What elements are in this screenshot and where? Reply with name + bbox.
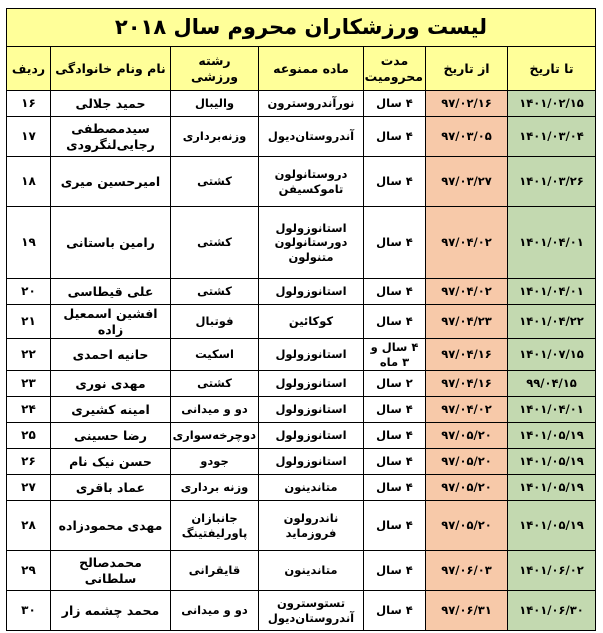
cell-substance[interactable]: استانوزولول — [259, 423, 364, 449]
cell-index[interactable]: ۲۹ — [6, 551, 50, 591]
cell-from-date[interactable]: ۹۷/۰۵/۲۰ — [426, 475, 508, 501]
cell-index[interactable]: ۲۰ — [6, 279, 50, 305]
table-row[interactable] — [6, 397, 595, 423]
column-header-substance[interactable]: ماده ممنوعه — [259, 47, 364, 91]
cell-to-date[interactable]: ۱۴۰۱/۰۴/۲۲ — [508, 305, 596, 339]
cell-from-date[interactable]: ۹۷/۰۴/۰۲ — [426, 279, 508, 305]
table-row[interactable] — [6, 279, 595, 305]
cell-from-date[interactable]: ۹۷/۰۵/۲۰ — [426, 501, 508, 551]
cell-name[interactable]: افشین اسمعیل زاده — [51, 305, 171, 339]
cell-index[interactable]: ۲۲ — [6, 339, 50, 371]
column-header-duration-line1: مدت — [380, 52, 409, 68]
cell-to-date[interactable]: ۱۴۰۱/۰۲/۱۵ — [508, 91, 596, 117]
cell-to-date[interactable]: ۱۴۰۱/۰۳/۲۶ — [508, 157, 596, 207]
cell-name[interactable]: امینه کشیری — [51, 397, 171, 423]
cell-from-date[interactable]: ۹۷/۰۳/۰۵ — [426, 117, 508, 157]
cell-name[interactable]: محمد چشمه زار — [51, 591, 171, 631]
column-header-index[interactable]: ردیف — [6, 47, 50, 91]
cell-from-date[interactable]: ۹۷/۰۴/۰۲ — [426, 207, 508, 279]
cell-duration[interactable]: ۴ سال و ۳ ماه — [364, 339, 426, 371]
cell-from-date[interactable]: ۹۷/۰۴/۲۳ — [426, 305, 508, 339]
table-row[interactable] — [6, 423, 595, 449]
cell-duration[interactable]: ۴ سال — [364, 305, 426, 339]
cell-sport[interactable]: دو و میدانی — [171, 397, 259, 423]
cell-from-date[interactable]: ۹۷/۰۶/۳۱ — [426, 591, 508, 631]
cell-substance-line1: تستوسترون — [276, 596, 346, 611]
cell-name[interactable]: حانیه احمدی — [51, 339, 171, 371]
cell-substance[interactable]: متاندینون — [259, 475, 364, 501]
cell-duration[interactable]: ۴ سال — [364, 551, 426, 591]
cell-to-date[interactable]: ۱۴۰۱/۰۳/۰۴ — [508, 117, 596, 157]
cell-name[interactable]: حمید جلالی — [51, 91, 171, 117]
column-header-sport[interactable]: رشته ورزشی — [171, 47, 259, 91]
cell-duration[interactable]: ۴ سال — [364, 591, 426, 631]
column-header-duration-line2: محرومیت — [364, 68, 423, 84]
cell-duration[interactable]: ۴ سال — [364, 397, 426, 423]
cell-index[interactable]: ۲۸ — [6, 501, 50, 551]
cell-index[interactable]: ۲۵ — [6, 423, 50, 449]
cell-to-date[interactable]: ۹۹/۰۴/۱۵ — [508, 371, 596, 397]
cell-to-date[interactable]: ۱۴۰۱/۰۴/۰۱ — [508, 279, 596, 305]
cell-to-date[interactable]: ۱۴۰۱/۰۴/۰۱ — [508, 207, 596, 279]
cell-name-line1: سیدمصطفی — [71, 120, 150, 136]
cell-duration[interactable]: ۴ سال — [364, 117, 426, 157]
cell-from-date[interactable]: ۹۷/۰۴/۱۶ — [426, 371, 508, 397]
cell-name[interactable]: مهدی نوری — [51, 371, 171, 397]
cell-sport[interactable]: دوچرخه‌سواری — [171, 423, 259, 449]
table-row[interactable] — [6, 91, 595, 117]
cell-substance[interactable]: متاندینون — [259, 551, 364, 591]
table-row[interactable] — [6, 551, 595, 591]
cell-from-date[interactable]: ۹۷/۰۵/۲۰ — [426, 449, 508, 475]
cell-from-date[interactable]: ۹۷/۰۳/۲۷ — [426, 157, 508, 207]
cell-sport-line1: جانبازان — [191, 511, 238, 526]
cell-duration[interactable]: ۴ سال — [364, 449, 426, 475]
cell-substance-line2: دورستانولون — [274, 235, 348, 250]
cell-index[interactable]: ۱۹ — [6, 207, 50, 279]
table-row[interactable] — [6, 501, 595, 551]
cell-name[interactable]: رامین باستانی — [51, 207, 171, 279]
cell-sport[interactable]: دو و میدانی — [171, 591, 259, 631]
cell-substance[interactable] — [259, 207, 364, 279]
cell-substance-line2: آندروستان‌دیول — [267, 610, 355, 625]
banned-athletes-table — [6, 8, 596, 631]
table-row[interactable] — [6, 117, 595, 157]
cell-duration[interactable]: ۴ سال — [364, 207, 426, 279]
cell-index[interactable]: ۲۷ — [6, 475, 50, 501]
cell-index[interactable]: ۲۴ — [6, 397, 50, 423]
cell-substance[interactable]: استانوزولول — [259, 449, 364, 475]
cell-index[interactable]: ۱۶ — [6, 91, 50, 117]
cell-index[interactable]: ۲۶ — [6, 449, 50, 475]
cell-from-date[interactable]: ۹۷/۰۲/۱۶ — [426, 91, 508, 117]
cell-name[interactable] — [51, 117, 171, 157]
cell-substance[interactable]: استانوزولول — [259, 279, 364, 305]
cell-duration[interactable]: ۴ سال — [364, 423, 426, 449]
table-row[interactable] — [6, 475, 595, 501]
cell-sport[interactable]: والیبال — [171, 91, 259, 117]
title-row — [6, 9, 595, 47]
cell-to-date[interactable]: ۱۴۰۱/۰۷/۱۵ — [508, 339, 596, 371]
cell-substance-line1: استانوزولول — [275, 220, 347, 235]
cell-name[interactable]: محمدصالح سلطانی — [51, 551, 171, 591]
cell-duration[interactable]: ۴ سال — [364, 475, 426, 501]
cell-sport[interactable]: فوتبال — [171, 305, 259, 339]
cell-sport[interactable] — [171, 501, 259, 551]
cell-name[interactable]: رضا حسینی — [51, 423, 171, 449]
cell-index[interactable]: ۲۱ — [6, 305, 50, 339]
column-header-to-date[interactable]: تا تاریخ — [508, 47, 596, 91]
cell-to-date[interactable]: ۱۴۰۱/۰۶/۰۲ — [508, 551, 596, 591]
cell-substance[interactable]: کوکائین — [259, 305, 364, 339]
cell-substance[interactable]: آندروستان‌دیول — [259, 117, 364, 157]
table-row[interactable] — [6, 371, 595, 397]
cell-name[interactable]: عماد باقری — [51, 475, 171, 501]
table-row[interactable] — [6, 305, 595, 339]
table-row[interactable] — [6, 339, 595, 371]
cell-substance[interactable]: استانوزولول — [259, 397, 364, 423]
cell-sport[interactable]: کشتی — [171, 157, 259, 207]
cell-to-date[interactable]: ۱۴۰۱/۰۵/۱۹ — [508, 475, 596, 501]
cell-from-date[interactable]: ۹۷/۰۶/۰۳ — [426, 551, 508, 591]
cell-index[interactable]: ۲۳ — [6, 371, 50, 397]
cell-sport[interactable]: قایقرانی — [171, 551, 259, 591]
cell-from-date[interactable]: ۹۷/۰۴/۰۲ — [426, 397, 508, 423]
cell-sport[interactable]: کشتی — [171, 279, 259, 305]
cell-to-date[interactable]: ۱۴۰۱/۰۶/۳۰ — [508, 591, 596, 631]
cell-substance-line1: ناندرولون — [283, 511, 339, 526]
cell-name-line2: رجایی‌لنگرودی — [66, 136, 155, 152]
cell-from-date[interactable]: ۹۷/۰۴/۱۶ — [426, 339, 508, 371]
cell-substance[interactable]: استانوزولول — [259, 371, 364, 397]
cell-substance-line3: متنولون — [288, 249, 334, 264]
cell-duration[interactable]: ۴ سال — [364, 501, 426, 551]
table-row[interactable] — [6, 449, 595, 475]
cell-duration[interactable]: ۴ سال — [364, 279, 426, 305]
column-header-row — [6, 47, 595, 91]
cell-index[interactable]: ۳۰ — [6, 591, 50, 631]
cell-duration[interactable]: ۴ سال — [364, 91, 426, 117]
cell-to-date[interactable]: ۱۴۰۱/۰۵/۱۹ — [508, 423, 596, 449]
table-row[interactable] — [6, 207, 595, 279]
cell-sport[interactable]: وزنه برداری — [171, 475, 259, 501]
cell-name[interactable]: مهدی محمودزاده — [51, 501, 171, 551]
cell-substance-line2: فروزماید — [285, 525, 337, 540]
column-header-name[interactable]: نام ونام خانوادگی — [51, 47, 171, 91]
cell-sport[interactable]: جودو — [171, 449, 259, 475]
cell-substance[interactable] — [259, 591, 364, 631]
cell-to-date[interactable]: ۱۴۰۱/۰۴/۰۱ — [508, 397, 596, 423]
cell-sport[interactable]: کشتی — [171, 207, 259, 279]
cell-sport[interactable]: کشتی — [171, 371, 259, 397]
cell-name[interactable]: امیرحسین میری — [51, 157, 171, 207]
cell-duration[interactable]: ۴ سال — [364, 157, 426, 207]
column-header-from-date[interactable]: از تاریخ — [426, 47, 508, 91]
cell-to-date[interactable]: ۱۴۰۱/۰۵/۱۹ — [508, 449, 596, 475]
cell-substance[interactable]: استانوزولول — [259, 339, 364, 371]
cell-substance[interactable]: نورآندروسترون — [259, 91, 364, 117]
cell-substance[interactable] — [259, 157, 364, 207]
cell-substance-line2: تاموکسیفن — [278, 181, 344, 196]
cell-index[interactable]: ۱۸ — [6, 157, 50, 207]
cell-index[interactable]: ۱۷ — [6, 117, 50, 157]
page-title: لیست ورزشکاران محروم سال ۲۰۱۸ — [6, 9, 595, 47]
cell-name[interactable]: علی قیطاسی — [51, 279, 171, 305]
cell-substance-line1: دروستانولون — [274, 167, 348, 182]
column-header-duration[interactable] — [364, 47, 426, 91]
cell-duration[interactable]: ۲ سال — [364, 371, 426, 397]
cell-from-date[interactable]: ۹۷/۰۵/۲۰ — [426, 423, 508, 449]
table-body — [6, 91, 595, 631]
cell-name[interactable]: حسن نیک نام — [51, 449, 171, 475]
cell-sport-line2: پاورلیفتینگ — [181, 525, 248, 540]
cell-sport[interactable]: اسکیت — [171, 339, 259, 371]
table-header — [6, 9, 595, 91]
cell-substance[interactable] — [259, 501, 364, 551]
table-row[interactable] — [6, 157, 595, 207]
table-row[interactable] — [6, 591, 595, 631]
cell-sport[interactable]: وزنه‌برداری — [171, 117, 259, 157]
cell-to-date[interactable]: ۱۴۰۱/۰۵/۱۹ — [508, 501, 596, 551]
